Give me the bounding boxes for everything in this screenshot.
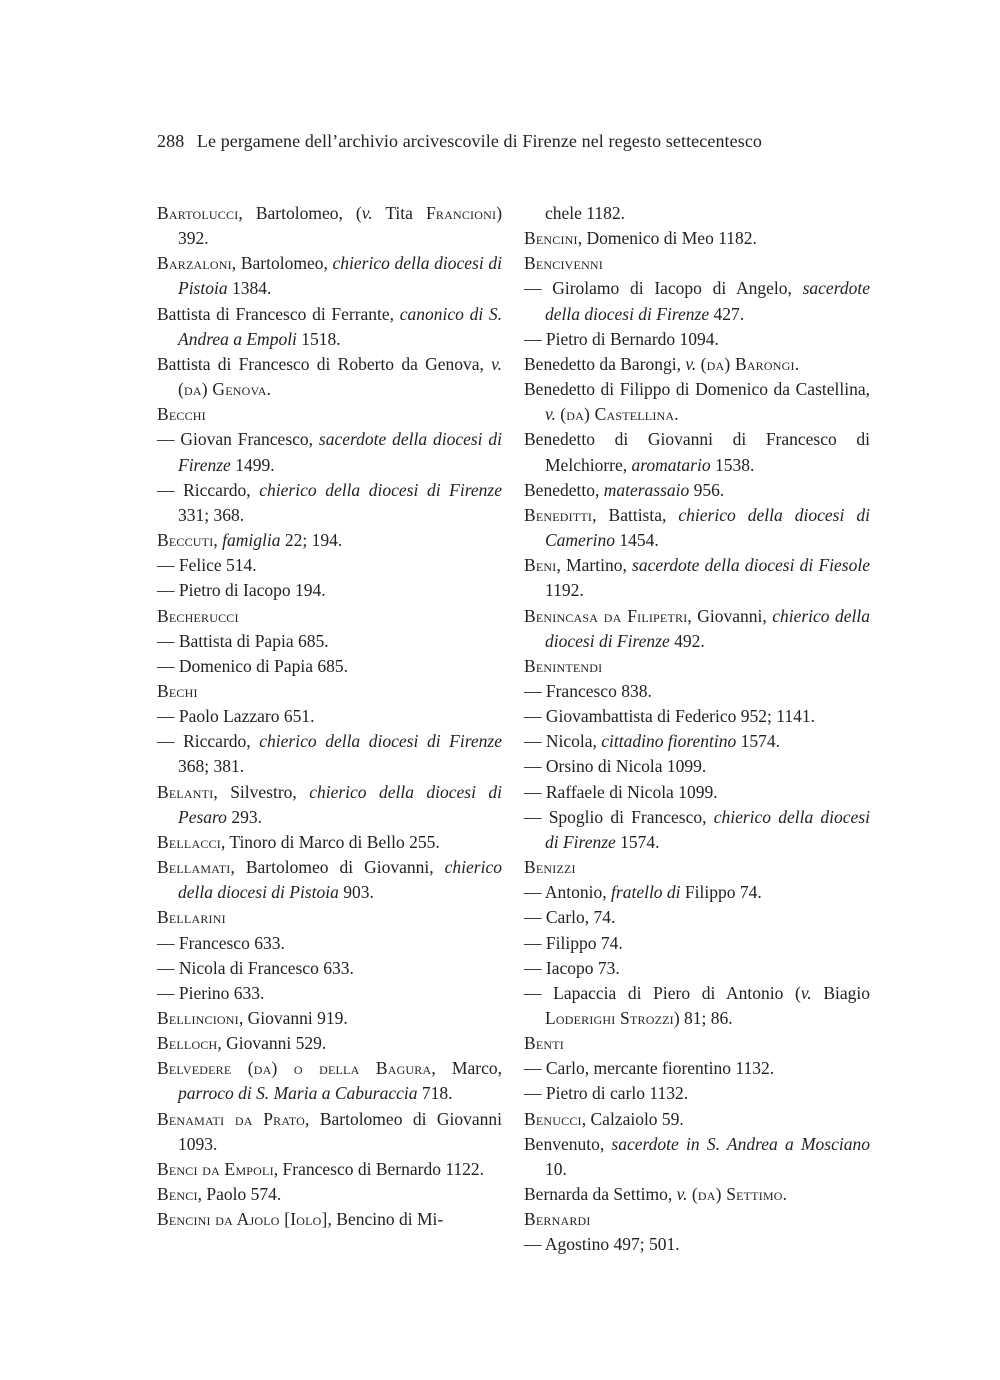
entry-text: Benedetto di Filippo di Domenico da Castellina, [524,379,870,400]
index-entry [524,880,870,905]
index-entry [157,1031,502,1056]
index-entry [157,855,502,905]
index-entry [157,578,502,603]
index-entry [157,981,502,1006]
entry-text: — Raffaele di Nicola 1099. [524,781,718,802]
entry-text: , Bartolomeo, [231,253,333,274]
index-entry [157,1157,502,1182]
entry-text: 492. [669,630,705,651]
entry-text: , [213,530,223,551]
entry-text: 1454. [615,530,659,551]
index-entry [524,352,870,377]
qualifier: v. [491,353,502,374]
qualifier: v. [361,203,373,223]
entry-text: 427. [709,303,745,324]
surname: (da) Genova [178,379,267,400]
index-entry [524,427,870,477]
surname: Beneditti [524,504,593,525]
entry-text: 368; 381. [178,756,245,777]
surname: Bencini [524,228,578,249]
entry-text: Benedetto, [524,479,604,500]
entry-text: Benvenuto, [524,1133,612,1154]
surname: Bencini da Ajolo [Iolo] [157,1209,328,1230]
index-entry [524,377,870,427]
index-entry [157,1056,502,1106]
index-column-left [157,201,502,1232]
index-entry [157,478,502,528]
entry-text: , Bartolomeo, ( [238,203,362,223]
qualifier: v. [676,1184,688,1205]
index-entry [524,780,870,805]
index-entry [524,1031,870,1056]
entry-text: — Paolo Lazzaro 651. [157,706,315,727]
entry-text: , Martino, [556,555,633,576]
entry-text: — Domenico di Papia 685. [157,655,349,676]
index-entry [157,1207,502,1232]
index-entry [524,956,870,981]
entry-text: , Bencino di Mi- [327,1209,444,1230]
index-entry [524,654,870,679]
entry-text: — Orsino di Nicola 1099. [524,756,707,777]
entry-text: 331; 368. [178,504,245,525]
entry-text: 1192. [545,580,584,601]
qualifier: chierico della diocesi di Firenze [545,605,870,651]
entry-text: 1518. [296,328,341,349]
index-entry [157,654,502,679]
entry-text: — Filippo 74. [524,932,623,953]
entry-text: — Giovan Francesco, [157,429,319,450]
entry-text: Filippo 74. [680,882,762,903]
index-entry [157,729,502,779]
qualifier: v. [545,404,556,425]
entry-text: ) 81; 86. [673,1008,733,1028]
qualifier: chierico della diocesi di Pesaro [178,781,502,827]
index-entry [524,251,870,276]
entry-text: 903. [338,882,374,903]
entry-text: 1574. [615,831,660,852]
index-entry [524,1232,870,1257]
surname: Beni [524,555,557,576]
index-entry [524,905,870,930]
surname: Benucci [524,1108,582,1129]
surname: Becchi [157,404,206,425]
surname: Loderighi Strozzi [545,1008,674,1028]
qualifier: chierico della diocesi di Pistoia [178,857,502,903]
page-number: 288 [157,131,185,151]
entry-text: ) 392. [178,203,503,249]
index-entry [524,1182,870,1207]
qualifier: sacerdote della diocesi di Firenze [178,429,502,475]
surname: (da) Barongi [700,353,795,374]
surname: Becherucci [157,605,239,626]
qualifier: v. [800,982,812,1003]
qualifier: sacerdote della diocesi di Fiesole [632,555,870,576]
qualifier: chierico della diocesi di Firenze [259,479,502,500]
entry-text: Bernarda da Settimo, [524,1184,677,1205]
index-entry [524,855,870,880]
surname: Bellamati [157,857,231,878]
entry-text: , Calzaiolo 59. [581,1108,684,1129]
qualifier: sacerdote in S. Andrea a Mosciano [611,1133,870,1154]
entry-text: . [266,379,272,400]
entry-text: — Agostino 497; 501. [524,1234,680,1255]
surname: Belvedere (da) o della Bagura [157,1058,432,1079]
index-entry [157,629,502,654]
index-entry [524,553,870,603]
index-entry [524,1207,870,1232]
surname: Belloch [157,1033,218,1054]
index-entry [524,276,870,326]
index-entry [157,302,502,352]
index-entry [524,226,870,251]
entry-text: Benedetto di Giovanni di Francesco di Melchiorre, [524,429,870,475]
index-entry [524,604,870,654]
entry-text: — Iacopo 73. [524,957,620,978]
entry-text: , Giovanni 529. [217,1033,327,1054]
surname: Benizzi [524,857,576,878]
qualifier: famiglia [222,530,281,551]
index-entry [157,528,502,553]
entry-text: — Pietro di Iacopo 194. [157,580,326,601]
qualifier: aromatario [631,454,711,475]
entry-text: — Spoglio di Francesco, [524,806,714,827]
qualifier: parroco di S. Maria a Caburaccia [178,1083,418,1104]
index-entry [524,201,870,226]
index-entry [524,704,870,729]
surname: Bellincioni [157,1008,239,1028]
entry-text: , Francesco di Bernardo 1122. [273,1158,485,1179]
entry-text: 956. [689,479,725,500]
entry-text: 22; 194. [280,530,343,551]
entry-text: , Giovanni, [687,605,773,626]
qualifier: v. [685,353,697,374]
entry-text: — Riccardo, [157,731,260,752]
surname: Bartolucci [157,203,239,223]
index-entry [157,402,502,427]
entry-text: , Domenico di Meo 1182. [577,228,757,249]
index-entry [524,1107,870,1132]
running-header [157,131,762,152]
index-entry [157,780,502,830]
surname: Bellacci [157,831,221,852]
qualifier: chierico della diocesi di Firenze [545,806,870,852]
index-entry [157,905,502,930]
entry-text: , Paolo 574. [197,1184,282,1205]
index-entry [157,1182,502,1207]
entry-text: — Francesco 633. [157,932,285,953]
entry-text: , Marco, [431,1058,502,1079]
index-entry [524,503,870,553]
index-entry [524,679,870,704]
index-entry [524,981,870,1031]
index-entry [524,327,870,352]
surname: Benincasa da Filipetri [524,605,688,626]
entry-text: , Tinoro di Marco di Bello 255. [220,831,440,852]
surname: Belanti [157,781,214,802]
index-entry [524,805,870,855]
index-entry [524,1132,870,1182]
surname: Bernardi [524,1209,591,1230]
index-entry [524,931,870,956]
entry-text: — Pierino 633. [157,982,265,1003]
entry-text: — Giovambattista di Federico 952; 1141. [524,706,815,727]
entry-text: 1384. [227,278,272,299]
qualifier: chierico della diocesi di Camerino [545,504,870,551]
entry-text: chele 1182. [545,203,626,223]
surname: (da) Castellina [560,404,675,425]
index-entry [157,679,502,704]
entry-text: Tita [372,203,426,223]
entry-text: , Giovanni 919. [238,1008,348,1028]
entry-text: — Pietro di Bernardo 1094. [524,328,719,349]
entry-text: . [794,353,800,374]
qualifier: chierico della diocesi di Firenze [259,731,502,752]
index-entry [524,754,870,779]
entry-text: Battista di Francesco di Ferrante, [157,303,400,324]
entry-text: . [782,1184,788,1205]
entry-text: Biagio [811,982,870,1003]
index-entry [524,478,870,503]
qualifier: fratello di [611,882,681,903]
entry-text: Benedetto da Barongi, [524,353,686,374]
entry-text: Battista di Francesco di Roberto da Genova, [157,353,492,374]
entry-text: 293. [226,806,262,827]
entry-text: — Pietro di carlo 1132. [524,1083,689,1104]
entry-text: — Carlo, mercante fiorentino 1132. [524,1058,775,1079]
surname: Francioni [425,203,497,223]
qualifier: cittadino fiorentino [601,731,737,752]
qualifier: canonico di S. Andrea a Empoli [178,303,502,349]
entry-text: — Girolamo di Iacopo di Angelo, [524,278,803,299]
surname: Benamati da Prato [157,1108,306,1129]
index-entry [157,1006,502,1031]
surname: Bellarini [157,907,226,928]
surname: (da) Settimo [691,1184,783,1205]
entry-text: — Francesco 838. [524,680,652,701]
surname: Benti [524,1033,564,1054]
entry-text: — Riccardo, [157,479,260,500]
index-entry [157,956,502,981]
index-entry [524,729,870,754]
entry-text: — Carlo, 74. [524,907,616,928]
entry-text: — Lapaccia di Piero di Antonio ( [524,982,801,1003]
entry-text: 1499. [230,454,275,475]
entry-text: — Battista di Papia 685. [157,630,329,651]
entry-text: 1574. [736,731,780,752]
surname: Beccuti [157,530,214,551]
surname: Barzaloni [157,253,232,274]
entry-text: , Battista, [592,504,679,525]
entry-text: 718. [417,1083,453,1104]
index-entry [157,931,502,956]
entry-text: 1538. [710,454,755,475]
index-entry [524,1081,870,1106]
index-entry [157,553,502,578]
entry-text: — Felice 514. [157,555,257,576]
index-column-right [524,201,870,1258]
index-entry [157,604,502,629]
entry-text: . [674,404,679,425]
qualifier: sacerdote della diocesi di Firenze [545,278,870,324]
qualifier: chierico della diocesi di Pistoia [178,253,502,299]
entry-text: , Bartolomeo di Giovanni 1093. [178,1108,502,1154]
entry-text: 10. [545,1158,567,1179]
surname: Bencivenni [524,253,603,274]
entry-text: — Nicola, [524,731,602,752]
index-entry [524,1056,870,1081]
qualifier: materassaio [603,479,690,500]
surname: Bechi [157,680,198,701]
entry-text: — Antonio, [524,882,612,903]
entry-text: , Bartolomeo di Giovanni, [230,857,445,878]
index-entry [157,201,502,251]
entry-text: — Nicola di Francesco 633. [157,957,354,978]
index-entry [157,830,502,855]
index-entry [157,251,502,301]
index-entry [157,427,502,477]
entry-text: , Silvestro, [213,781,310,802]
surname: Benci [157,1184,198,1205]
index-entry [157,704,502,729]
running-title: Le pergamene dell’archivio arcivescovile di Firenze nel regesto settecentesco [196,131,763,151]
index-entry [157,352,502,402]
surname: Benci da Empoli [157,1158,274,1179]
surname: Benintendi [524,655,603,676]
index-entry [157,1107,502,1157]
